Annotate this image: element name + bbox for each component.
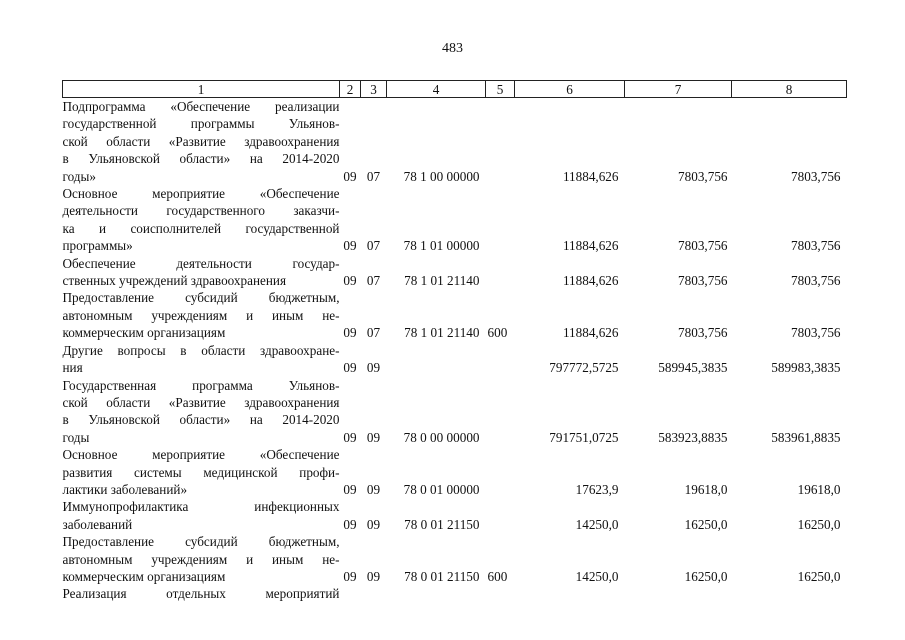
table-row bbox=[63, 289, 847, 341]
subsection-code-cell: 09 bbox=[366, 516, 381, 532]
amount-cell-col8: 7803,756 bbox=[791, 168, 841, 184]
row-name-cell bbox=[63, 533, 340, 585]
amount-cell-col8: 16250,0 bbox=[797, 516, 841, 532]
amount-cell-col7: 16250,0 bbox=[684, 516, 728, 532]
row-name-line: в Ульяновской области» на 2014-2020 bbox=[62, 412, 340, 428]
expense-type-code-cell bbox=[486, 377, 515, 447]
amount-cell-col6: 791751,0725 bbox=[549, 429, 619, 445]
amount-cell-col6: 11884,626 bbox=[562, 325, 619, 341]
table-row bbox=[63, 98, 847, 186]
row-name-line: Реализация отдельных мероприятий bbox=[62, 586, 340, 602]
row-name-line: заболеваний bbox=[62, 516, 133, 532]
subsection-code-cell bbox=[361, 585, 387, 602]
amount-cell-col7: 16250,0 bbox=[684, 568, 728, 584]
row-name-line: в Ульяновской области» на 2014-2020 bbox=[62, 151, 340, 167]
target-article-code-cell: 78 0 01 00000 bbox=[403, 481, 480, 497]
row-name-line: коммерческим организациям bbox=[62, 325, 226, 341]
table-row bbox=[63, 533, 847, 585]
amount-cell-col8: 589983,3835 bbox=[771, 360, 841, 376]
row-name-line: Другие вопросы в области здравоохране- bbox=[62, 342, 340, 358]
amount-cell-col8: 7803,756 bbox=[791, 238, 841, 254]
section-code-cell: 09 bbox=[343, 168, 357, 184]
row-name-line: Предоставление субсидий бюджетным, bbox=[62, 534, 340, 550]
row-name-cell bbox=[63, 98, 340, 186]
amount-cell-col8: 19618,0 bbox=[797, 481, 841, 497]
amount-cell-col6 bbox=[515, 585, 625, 602]
expense-type-code-cell: 600 bbox=[487, 325, 508, 341]
row-name-line: ской области «Развитие здравоохранения bbox=[62, 394, 340, 410]
table-row bbox=[63, 185, 847, 255]
row-name-line: Обеспечение деятельности государ- bbox=[62, 255, 340, 271]
section-code-cell: 09 bbox=[343, 325, 357, 341]
amount-cell-col8: 7803,756 bbox=[791, 273, 841, 289]
row-name-cell bbox=[63, 185, 340, 255]
expense-type-code-cell bbox=[486, 185, 515, 255]
amount-cell-col8: 16250,0 bbox=[797, 568, 841, 584]
row-name-cell bbox=[63, 377, 340, 447]
table-body bbox=[63, 98, 847, 603]
row-name-line: автономным учреждениям и иным не- bbox=[62, 307, 340, 323]
amount-cell-col7: 7803,756 bbox=[678, 168, 728, 184]
table-row bbox=[63, 446, 847, 498]
row-name-line: деятельности государственного заказчи- bbox=[62, 203, 340, 219]
amount-cell-col6: 11884,626 bbox=[562, 238, 619, 254]
expense-type-code-cell: 600 bbox=[487, 568, 508, 584]
amount-cell-col7: 7803,756 bbox=[678, 273, 728, 289]
row-name-line: ской области «Развитие здравоохранения bbox=[62, 133, 340, 149]
amount-cell-col8: 7803,756 bbox=[791, 325, 841, 341]
subsection-code-cell: 07 bbox=[366, 238, 381, 254]
row-name-cell bbox=[63, 585, 340, 602]
row-name-line: ния bbox=[62, 360, 83, 376]
subsection-code-cell: 09 bbox=[366, 568, 381, 584]
row-name-line: годы bbox=[62, 429, 90, 445]
section-code-cell: 09 bbox=[343, 273, 357, 289]
expense-type-code-cell bbox=[486, 98, 515, 186]
row-name-line: Подпрограмма «Обеспечение реализации bbox=[62, 99, 340, 114]
table-row bbox=[63, 585, 847, 602]
expense-type-code-cell bbox=[486, 498, 515, 533]
column-header: 2 bbox=[340, 81, 361, 98]
table-row bbox=[63, 377, 847, 447]
section-code-cell: 09 bbox=[343, 516, 357, 532]
column-header: 5 bbox=[486, 81, 515, 98]
section-code-cell: 09 bbox=[343, 429, 357, 445]
column-header: 8 bbox=[732, 81, 847, 98]
table-header-row bbox=[63, 81, 847, 98]
column-header: 4 bbox=[387, 81, 486, 98]
expense-type-code-cell bbox=[486, 585, 515, 602]
expense-type-code-cell bbox=[486, 342, 515, 377]
column-header: 7 bbox=[625, 81, 732, 98]
row-name-cell bbox=[63, 255, 340, 290]
expense-type-code-cell bbox=[486, 446, 515, 498]
amount-cell-col6: 11884,626 bbox=[562, 168, 619, 184]
section-code-cell: 09 bbox=[343, 568, 357, 584]
target-article-code-cell: 78 1 01 00000 bbox=[403, 238, 480, 254]
amount-cell-col7: 589945,3835 bbox=[658, 360, 728, 376]
target-article-code-cell: 78 0 01 21150 bbox=[404, 516, 480, 532]
row-name-line: Основное мероприятие «Обеспечение bbox=[62, 186, 340, 202]
expense-type-code-cell bbox=[486, 255, 515, 290]
table-row bbox=[63, 498, 847, 533]
row-name-line: Предоставление субсидий бюджетным, bbox=[62, 290, 340, 306]
table-row bbox=[63, 255, 847, 290]
amount-cell-col7: 583923,8835 bbox=[658, 429, 728, 445]
amount-cell-col8: 583961,8835 bbox=[771, 429, 841, 445]
column-header: 6 bbox=[515, 81, 625, 98]
subsection-code-cell: 09 bbox=[366, 429, 381, 445]
section-code-cell: 09 bbox=[343, 481, 357, 497]
row-name-line: Государственная программа Ульянов- bbox=[62, 377, 340, 393]
row-name-line: развития системы медицинской профи- bbox=[62, 464, 340, 480]
page-number: 483 bbox=[442, 41, 463, 56]
row-name-cell bbox=[63, 342, 340, 377]
target-article-code-cell: 78 1 01 21140 bbox=[404, 273, 480, 289]
amount-cell-col7: 7803,756 bbox=[678, 238, 728, 254]
subsection-code-cell: 07 bbox=[366, 168, 381, 184]
amount-cell-col7: 19618,0 bbox=[684, 481, 728, 497]
row-name-line: автономным учреждениям и иным не- bbox=[62, 551, 340, 567]
subsection-code-cell: 07 bbox=[366, 273, 381, 289]
amount-cell-col7: 7803,756 bbox=[678, 325, 728, 341]
subsection-code-cell: 09 bbox=[366, 360, 381, 376]
row-name-line: годы» bbox=[62, 168, 96, 184]
target-article-code-cell bbox=[387, 585, 486, 602]
target-article-code-cell: 78 0 00 00000 bbox=[403, 429, 480, 445]
section-code-cell: 09 bbox=[343, 238, 357, 254]
amount-cell-col6: 797772,5725 bbox=[549, 360, 619, 376]
row-name-line: программы» bbox=[62, 238, 133, 254]
row-name-line: коммерческим организациям bbox=[62, 568, 226, 584]
target-article-code-cell: 78 1 00 00000 bbox=[403, 168, 480, 184]
row-name-line: ственных учреждений здравоохранения bbox=[62, 273, 287, 289]
row-name-line: Основное мероприятие «Обеспечение bbox=[62, 447, 340, 463]
subsection-code-cell: 07 bbox=[366, 325, 381, 341]
amount-cell-col6: 14250,0 bbox=[575, 568, 619, 584]
row-name-line: ка и соисполнителей государственной bbox=[62, 220, 340, 236]
row-name-cell bbox=[63, 446, 340, 498]
row-name-line: Иммунопрофилактика инфекционных bbox=[62, 499, 340, 515]
amount-cell-col6: 17623,9 bbox=[575, 481, 619, 497]
section-code-cell bbox=[340, 585, 361, 602]
column-header: 3 bbox=[361, 81, 387, 98]
table-row bbox=[63, 342, 847, 377]
target-article-code-cell: 78 1 01 21140 bbox=[404, 325, 480, 341]
amount-cell-col7 bbox=[625, 585, 732, 602]
section-code-cell: 09 bbox=[343, 360, 357, 376]
target-article-code-cell: 78 0 01 21150 bbox=[404, 568, 480, 584]
budget-table bbox=[62, 80, 847, 603]
target-article-code-cell bbox=[387, 342, 486, 377]
row-name-line: государственной программы Ульянов- bbox=[62, 116, 340, 132]
subsection-code-cell: 09 bbox=[366, 481, 381, 497]
amount-cell-col6: 14250,0 bbox=[575, 516, 619, 532]
amount-cell-col6: 11884,626 bbox=[562, 273, 619, 289]
row-name-cell bbox=[63, 498, 340, 533]
row-name-line: лактики заболеваний» bbox=[62, 481, 188, 497]
row-name-cell bbox=[63, 289, 340, 341]
column-header: 1 bbox=[63, 81, 340, 98]
amount-cell-col8 bbox=[732, 585, 847, 602]
